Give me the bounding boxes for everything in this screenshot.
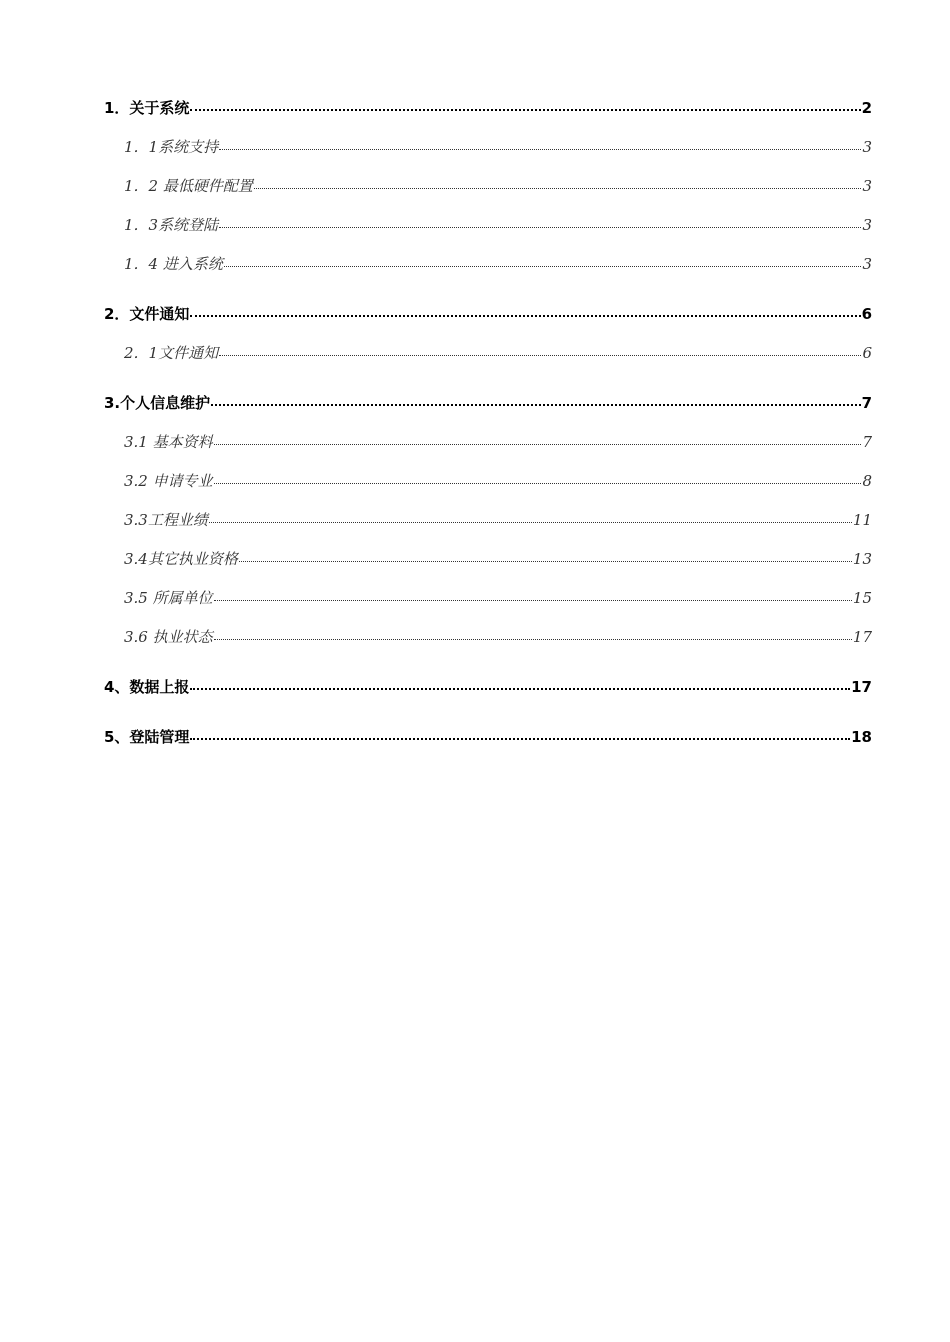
- toc-entry-page: 8: [862, 472, 872, 490]
- toc-entry-page: 6: [861, 305, 872, 323]
- toc-entry-title: 3.个人信息维护: [104, 394, 211, 412]
- toc-entry-enter-system[interactable]: [104, 250, 872, 278]
- toc-entry-page: 7: [861, 394, 872, 412]
- toc-entry-page: 15: [852, 589, 872, 607]
- toc-entry-title: 1．3系统登陆: [124, 216, 219, 234]
- toc-entry-page: 17: [851, 678, 872, 696]
- toc-entry-title: 3.3工程业绩: [124, 511, 208, 529]
- dot-leader: [190, 677, 850, 692]
- toc-entry-affiliated-unit[interactable]: [104, 584, 872, 612]
- toc-entry-file-notice[interactable]: [104, 300, 872, 328]
- toc-entry-about-system[interactable]: [104, 94, 872, 122]
- toc-entry-title: 5、登陆管理: [104, 728, 190, 746]
- toc-entry-title: 3.2 申请专业: [124, 472, 213, 490]
- toc-entry-title: 1．4 进入系统: [124, 255, 223, 273]
- dot-leader: [224, 254, 862, 269]
- toc-entry-project-performance[interactable]: [104, 506, 872, 534]
- toc-entry-system-support[interactable]: [104, 133, 872, 161]
- dot-leader: [190, 98, 860, 113]
- toc-entry-page: 6: [862, 344, 872, 362]
- toc-entry-title: 1．2 最低硬件配置: [124, 177, 253, 195]
- dot-leader: [254, 176, 862, 191]
- toc-entry-title: 1．1系统支持: [124, 138, 219, 156]
- dot-leader: [190, 727, 850, 742]
- dot-leader: [211, 393, 860, 408]
- toc-entry-title: 4、数据上报: [104, 678, 190, 696]
- dot-leader: [214, 471, 862, 486]
- dot-leader: [214, 588, 852, 603]
- toc-entry-practice-status[interactable]: [104, 623, 872, 651]
- toc-entry-login-management[interactable]: [104, 723, 872, 751]
- toc-entry-page: 17: [852, 628, 872, 646]
- dot-leader: [214, 432, 862, 447]
- toc-entry-page: 18: [851, 728, 872, 746]
- dot-leader: [209, 510, 852, 525]
- dot-leader: [219, 215, 861, 230]
- dot-leader: [239, 549, 852, 564]
- toc-entry-title: 3.1 基本资料: [124, 433, 213, 451]
- toc-entry-title: 2．文件通知: [104, 305, 190, 323]
- toc-entry-min-hardware[interactable]: [104, 172, 872, 200]
- dot-leader: [219, 137, 861, 152]
- toc-entry-file-notice-sub[interactable]: [104, 339, 872, 367]
- toc-entry-page: 3: [862, 216, 872, 234]
- toc-entry-page: 13: [852, 550, 872, 568]
- toc-entry-title: 1．关于系统: [104, 99, 190, 117]
- toc-entry-page: 2: [861, 99, 872, 117]
- toc-entry-other-qualifications[interactable]: [104, 545, 872, 573]
- toc-entry-apply-specialty[interactable]: [104, 467, 872, 495]
- table-of-contents: [104, 94, 872, 751]
- toc-entry-basic-info[interactable]: [104, 428, 872, 456]
- toc-entry-system-login[interactable]: [104, 211, 872, 239]
- dot-leader: [214, 627, 852, 642]
- toc-entry-title: 3.5 所属单位: [124, 589, 213, 607]
- toc-entry-page: 7: [862, 433, 872, 451]
- toc-entry-title: 3.6 执业状态: [124, 628, 213, 646]
- dot-leader: [219, 343, 861, 358]
- dot-leader: [190, 304, 860, 319]
- toc-entry-title: 2．1文件通知: [124, 344, 219, 362]
- toc-entry-page: 3: [862, 255, 872, 273]
- toc-entry-data-report[interactable]: [104, 673, 872, 701]
- toc-entry-title: 3.4其它执业资格: [124, 550, 238, 568]
- toc-entry-page: 3: [862, 177, 872, 195]
- toc-entry-personal-info[interactable]: [104, 389, 872, 417]
- toc-entry-page: 11: [852, 511, 872, 529]
- toc-entry-page: 3: [862, 138, 872, 156]
